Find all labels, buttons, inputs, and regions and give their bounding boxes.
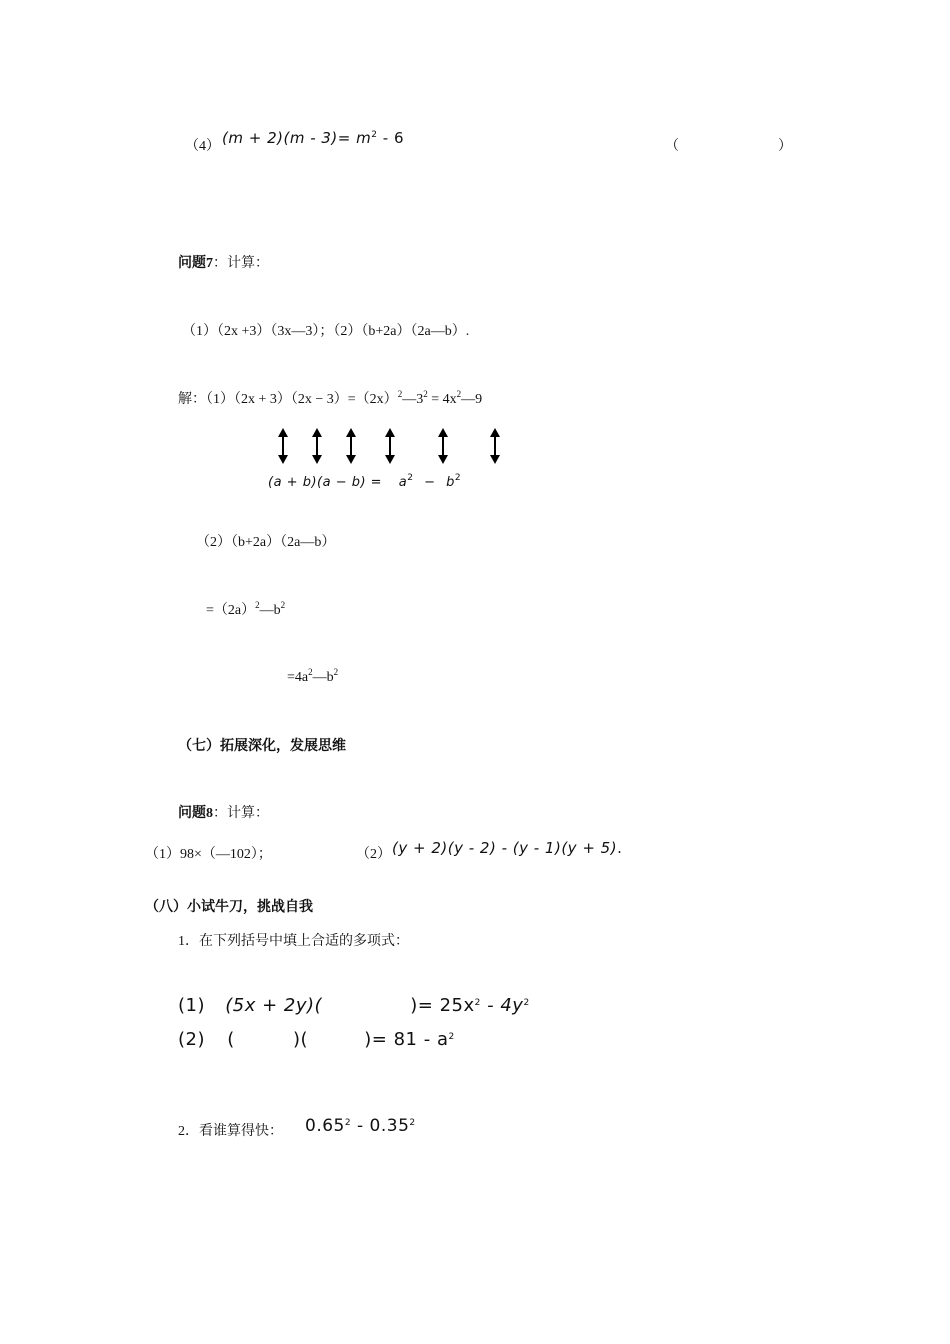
- item4-answer-open-paren: （: [665, 139, 679, 154]
- double-arrow-icon: [345, 428, 357, 464]
- q8-part2-label: （2）: [356, 847, 391, 862]
- double-arrow-icon: [311, 428, 323, 464]
- double-arrow-icon: [384, 428, 396, 464]
- solution-step1: 解：$(1)(2x + 3)(2x - 3)=(2x)^2—3^2$ = $4x^2—9$: [178, 389, 483, 407]
- square-difference-formula: $(a + b)(a - b) = a^2 - b^2$: [268, 473, 462, 490]
- solution-step2-line2: $=(2a)^2—b^2$: [206, 600, 286, 618]
- ex2-prompt: 2．看谁算得快：: [178, 1124, 283, 1139]
- item4-line: [185, 137, 220, 157]
- double-arrow-icon: [437, 428, 449, 464]
- ex2-expression: 0.65$^2$ - 0.35$^2$: [305, 1116, 416, 1136]
- solution-step2-line1: （2）（b+2a）（2a—b）: [196, 535, 336, 550]
- section7-heading: （七）拓展深化，发展思维: [178, 739, 346, 754]
- q7-parts: （1）（2x +3）（3x—3）；（2）（b+2a）（2a—b）.: [182, 324, 470, 339]
- q8-part2-equation: (y + 2)(y - 2) - (y - 1)(y + 5).: [392, 839, 623, 857]
- ex1-row2: (2) ( )( )= $81 - a^2$: [178, 1029, 455, 1050]
- q8-part1: （1）98×（—102）；: [145, 847, 272, 862]
- double-arrow-icon: [277, 428, 289, 464]
- item4-label: （4）: [185, 139, 220, 154]
- ex1-row1: (1) (5x + 2y)( )= $25x^2 - 4y^2$: [178, 995, 530, 1016]
- double-arrow-icon: [489, 428, 501, 464]
- section8-heading: （八）小试牛刀，挑战自我: [145, 900, 313, 915]
- item4-equation: $(m + 2)(m - 3)= m^2 - 6$: [222, 129, 404, 147]
- ex1-prompt: 1．在下列括号中填上合适的多项式：: [178, 934, 409, 949]
- q7-heading: 问题7：计算：: [178, 256, 269, 271]
- item4-answer-close-paren: ）: [778, 139, 792, 154]
- solution-step2-line3: $=4a^2—b^2$: [287, 667, 339, 685]
- q8-heading: 问题8：计算：: [178, 806, 269, 821]
